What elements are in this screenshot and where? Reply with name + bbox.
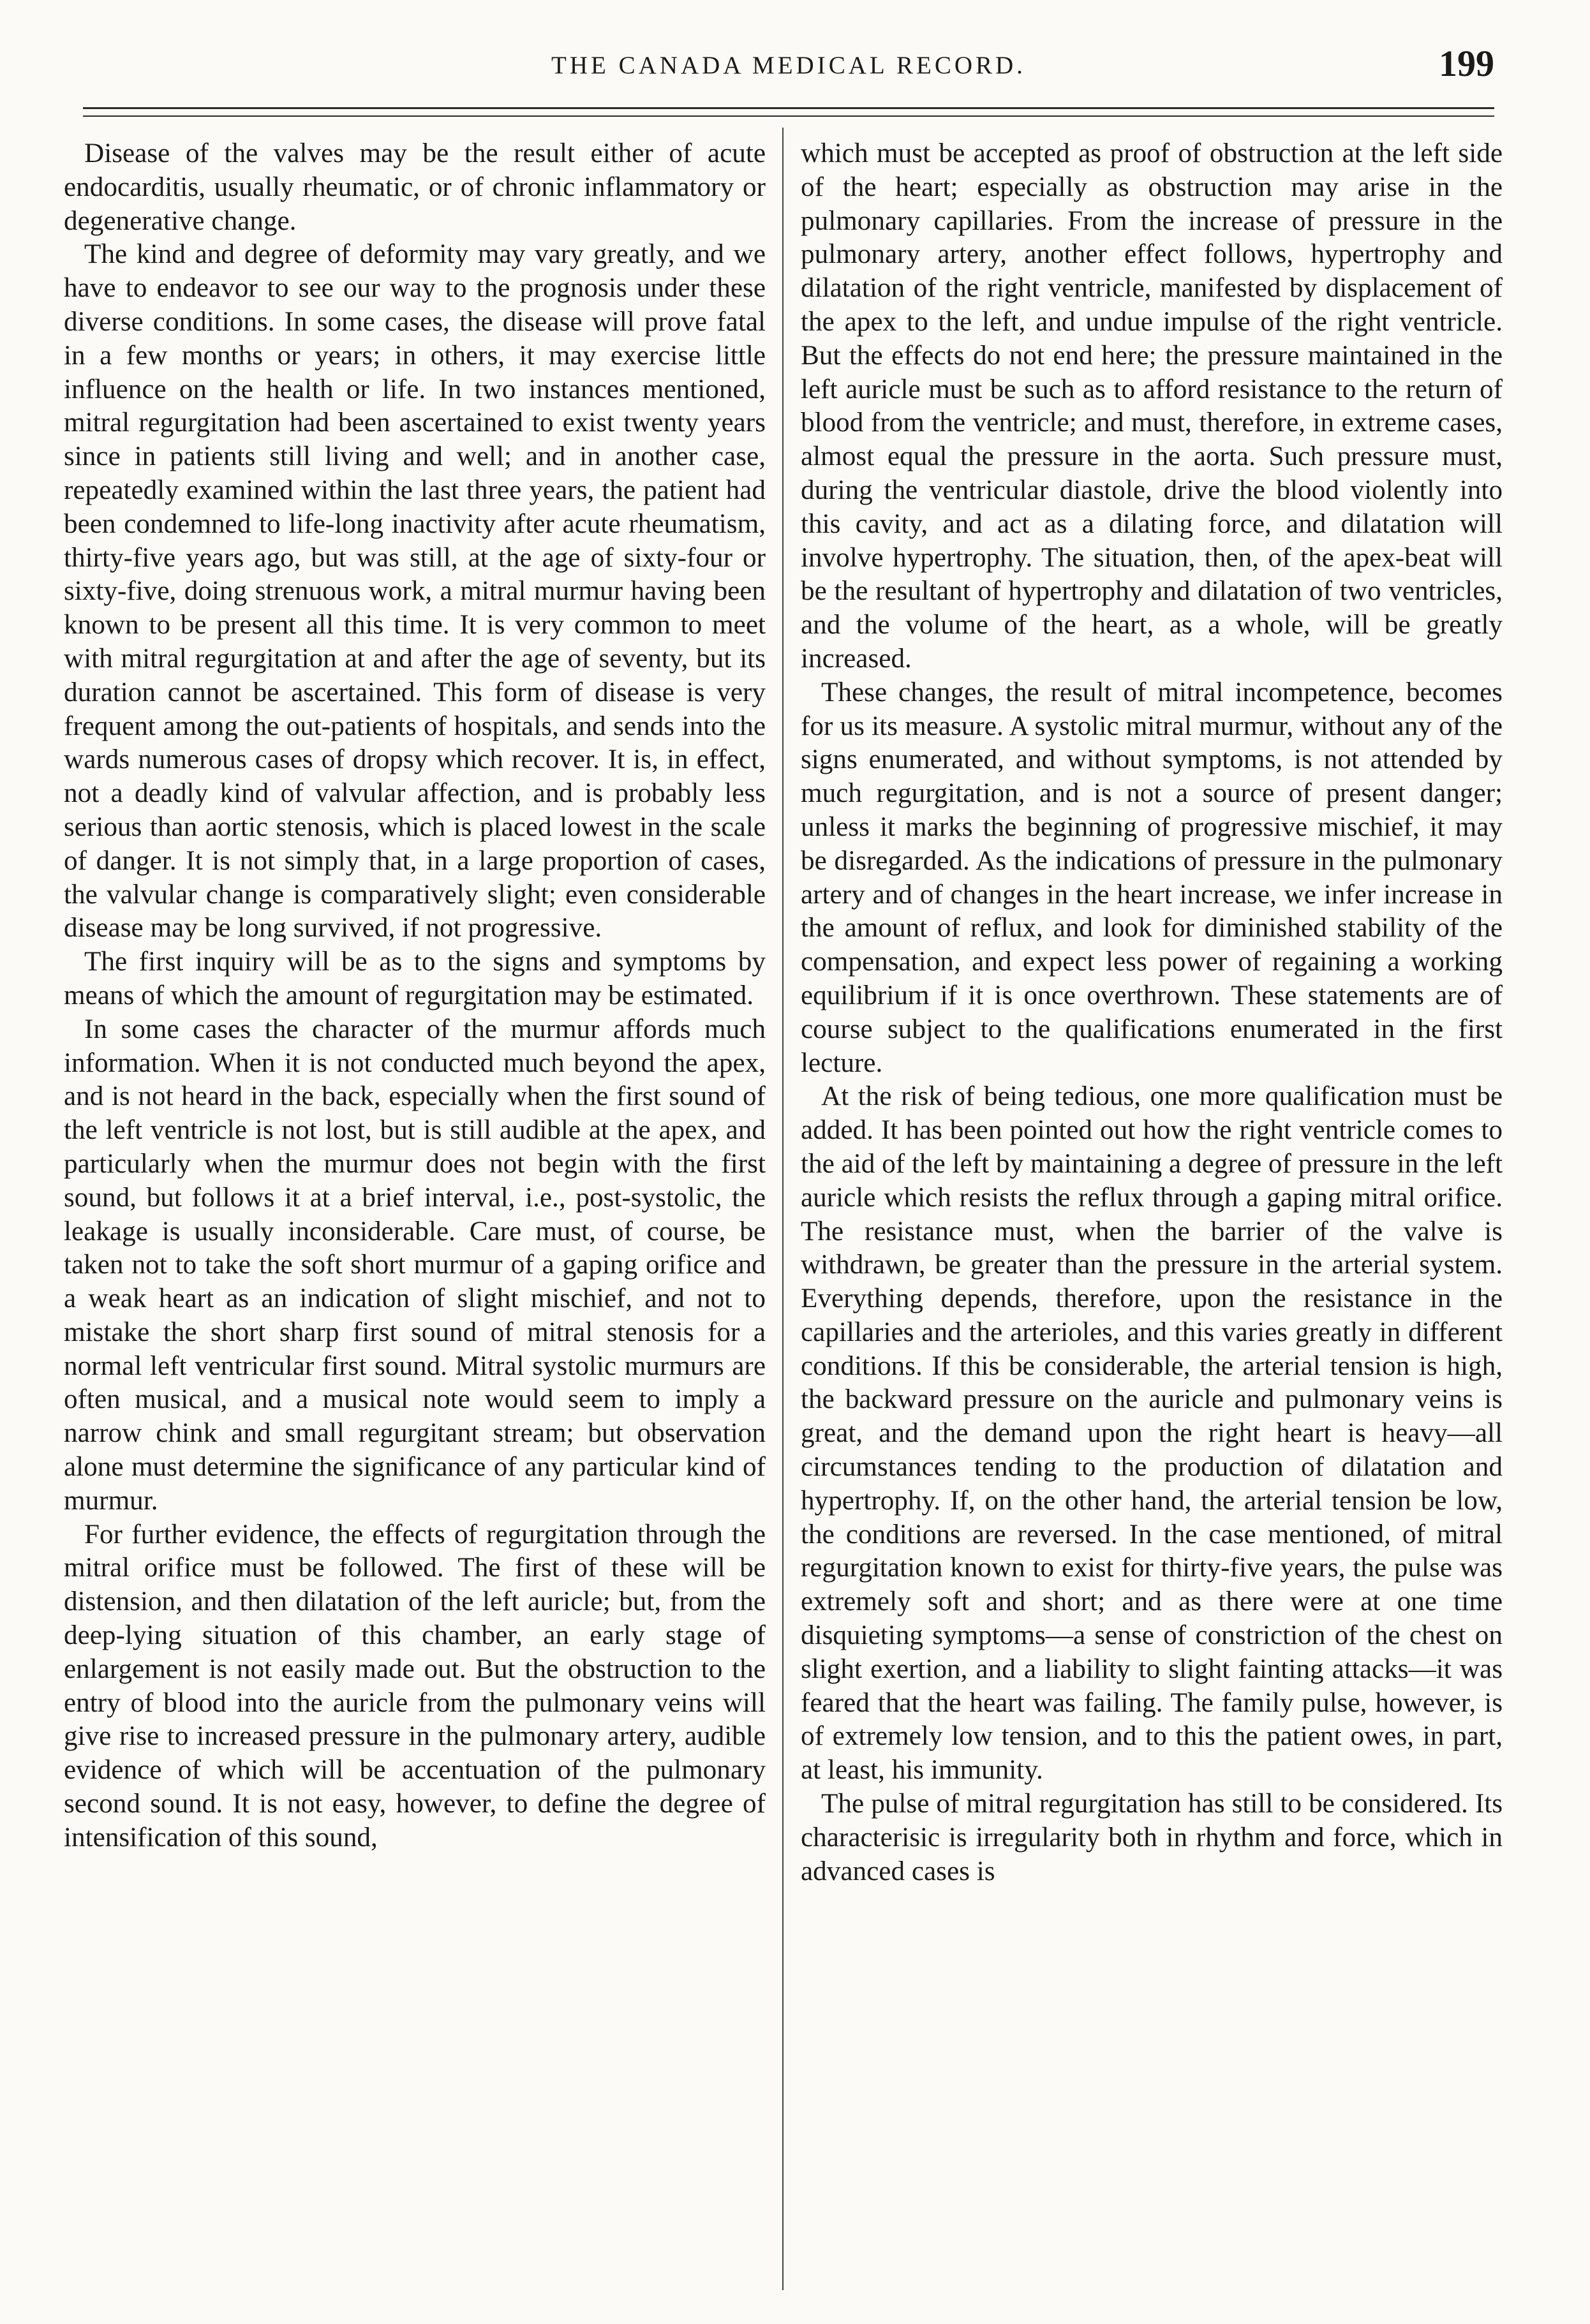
page-number: 199 bbox=[1439, 43, 1494, 84]
paragraph: which must be accepted as proof of obstruction at the left side of the heart; especially as obstruction may arise in the pulmonary capillaries. From the increase of pressure in the pulmonary artery, another effect follows, hypertrophy and dilatation of the right ventricle, manifested by displacement of the apex to the left, and undue impulse of the right ventricle. But the effects do not end here; the pressure maintained in the left auricle must be such as to afford resistance to the return of blood from the ventricle; and must, therefore, in extreme cases, almost equal the pressure in the aorta. Such pressure must, during the ventricular diastole, drive the blood violently into this cavity, and act as a dilating force, and dilatation will involve hypertrophy. The situation, then, of the apex-beat will be the resultant of hypertrophy and dilatation of two ventricles, and the volume of the heart, as a whole, will be greatly increased. bbox=[801, 138, 1503, 674]
paragraph: For further evidence, the effects of regurgitation through the mitral orifice must be followed. The first of these will be distension, and then dilatation of the left auricle; but, from the deep-lying situation of this chamber, an early stage of enlargement is not easily made out. But the obstruction to the entry of blood into the auricle from the pulmonary veins will give rise to increased pressure in the pulmonary artery, audible evidence of which will be accentuation of the pulmonary second sound. It is not easy, however, to define the degree of intensification of this sound, bbox=[64, 1519, 766, 1853]
paragraph: In some cases the character of the murmur affords much information. When it is not conducted much beyond the apex, and is not heard in the back, especially when the first sound of the left ventricle is not lost, but is still audible at the apex, and particularly when the murmur does not begin with the first sound, but follows it at a brief interval, i.e., post-systolic, the leakage is usually inconsiderable. Care must, of course, be taken not to take the soft short murmur of a gaping orifice and a weak heart as an indication of slight mischief, and not to mistake the short sharp first sound of mitral stenosis for a normal left ventricular first sound. Mitral systolic murmurs are often musical, and a musical note would seem to imply a narrow chink and small regurgitant stream; but observation alone must determine the significance of any particular kind of murmur. bbox=[64, 1014, 766, 1516]
running-head bbox=[83, 37, 1494, 94]
left-column bbox=[64, 137, 766, 1855]
paragraph: The first inquiry will be as to the signs and symptoms by means of which the amount of regurgitation may be estimated. bbox=[64, 947, 766, 1010]
right-column bbox=[801, 137, 1503, 1888]
journal-title: THE CANADA MEDICAL RECORD. bbox=[551, 52, 1026, 79]
paragraph: At the risk of being tedious, one more qualification must be added. It has been pointed out how the right ventricle comes to the aid of the left by maintaining a degree of pressure in the left auricle which resists the reflux through a gaping mitral orifice. The resistance must, when the barrier of the valve is withdrawn, be greater than the pressure in the arterial system. Everything depends, therefore, upon the resistance in the capillaries and the arterioles, and this varies greatly in different conditions. If this be considerable, the arterial tension is high, the backward pressure on the auricle and pulmonary veins is great, and the demand upon the right heart is heavy—all circumstances tending to the production of dilatation and hypertrophy. If, on the other hand, the arterial tension be low, the conditions are reversed. In the case mentioned, of mitral regurgitation known to exist for thirty-five years, the pulse was extremely soft and short; and as there were at one time disquieting symptoms—a sense of constriction of the chest on slight exertion, and a liability to slight fainting attacks—it was feared that the heart was failing. The family pulse, however, is of extremely low tension, and to this the patient owes, in part, at least, his immunity. bbox=[801, 1081, 1503, 1786]
paragraph: Disease of the valves may be the result either of acute endocarditis, usually rheumatic, or of chronic inflammatory or degenerative change. bbox=[64, 138, 766, 236]
paragraph: The pulse of mitral regurgitation has still to be considered. Its characterisic is irregularity both in rhythm and force, which in advanced cases is bbox=[801, 1789, 1503, 1886]
header-double-rule bbox=[83, 107, 1494, 117]
paragraph: These changes, the result of mitral incompetence, becomes for us its measure. A systolic mitral murmur, without any of the signs enumerated, and without symptoms, is not attended by much regurgitation, and is not a source of present danger; unless it marks the beginning of progressive mischief, it may be disregarded. As the indications of pressure in the pulmonary artery and of changes in the heart increase, we infer increase in the amount of reflux, and look for diminished stability of the compensation, and expect less power of regaining a working equilibrium if it is once overthrown. These statements are of course subject to the qualifications enumerated in the first lecture. bbox=[801, 677, 1503, 1078]
column-divider bbox=[782, 128, 784, 2290]
paragraph: The kind and degree of deformity may vary greatly, and we have to endeavor to see our way to the prognosis under these diverse conditions. In some cases, the disease will prove fatal in a few months or years; in others, it may exercise little influence on the health or life. In two instances mentioned, mitral regurgitation had been ascertained to exist twenty years since in patients still living and well; and in another case, repeatedly examined within the last three years, the patient had been condemned to life-long inactivity after acute rheumatism, thirty-five years ago, but was still, at the age of sixty-four or sixty-five, doing strenuous work, a mitral murmur having been known to be present all this time. It is very common to meet with mitral regurgitation at and after the age of seventy, but its duration cannot be ascertained. This form of disease is very frequent among the out-patients of hospitals, and sends into the wards numerous cases of dropsy which recover. It is, in effect, not a deadly kind of valvular affection, and is probably less serious than aortic stenosis, which is placed lowest in the scale of danger. It is not simply that, in a large proportion of cases, the valvular change is comparatively slight; even considerable disease may be long survived, if not progressive. bbox=[64, 239, 766, 944]
